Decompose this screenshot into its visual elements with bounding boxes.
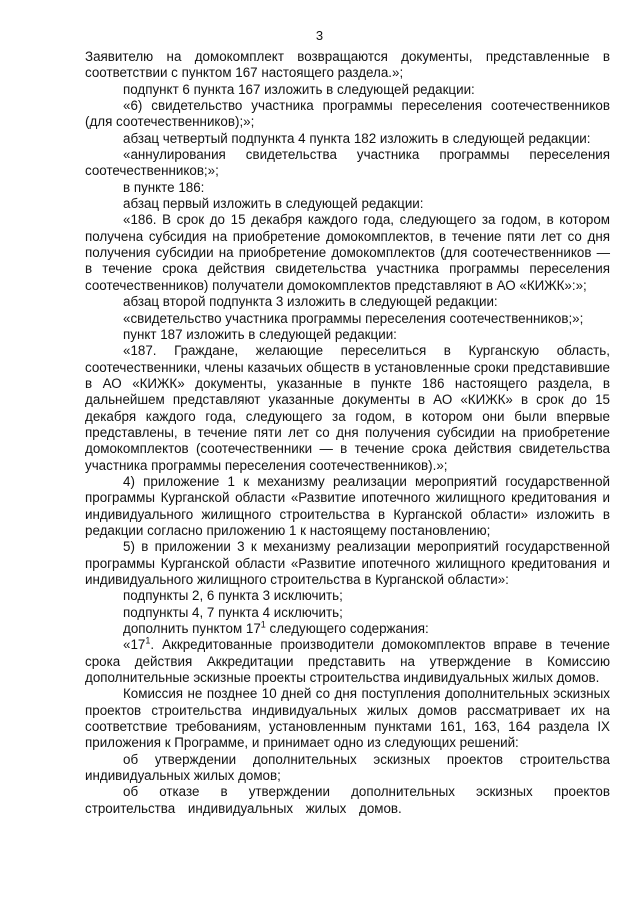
paragraph: пункт 187 изложить в следующей редакции: (123, 326, 397, 342)
paragraph-17-intro-text: дополнить пунктом 17 (123, 621, 261, 637)
paragraph-17-head: «17 (123, 637, 146, 653)
paragraph: «187. Граждане, желающие переселиться в Курганскую область, соотечественники, члены казачьих обществ в установленные сроки представившие в АО «КИЖК» документы, указанные в пункте 186 настоящего раздела, в дальнейшем представляют указанные документы в АО «КИЖК» в срок до 15 декабря каждого года, следующего за годом, в котором они были впервые представлены, в течение пяти лет со дня получения субсидии на приобретение домокомплектов (соотечественники — в течение срока действия свидетельства участника программы переселения соотечественников).»; (85, 343, 610, 473)
paragraph: 5) в приложении 3 к механизму реализации мероприятий государственной программы Курганской области «Развитие ипотечного жилищного кредитования и индивидуального жилищного строительства в Курганской области»: (85, 539, 610, 587)
superscript: 1 (260, 619, 266, 630)
paragraph-17-intro (85, 621, 610, 637)
superscript: 1 (145, 635, 151, 646)
paragraph: в пункте 186: (123, 179, 205, 195)
paragraph: подпункты 2, 6 пункта 3 исключить; (123, 588, 343, 604)
paragraph: подпункты 4, 7 пункта 4 исключить; (123, 604, 343, 620)
paragraph: Комиссия не позднее 10 дней со дня поступления дополнительных эскизных проектов строительства индивидуальных жилых домов рассматривает их на соответствие требованиям, установленным пунктами 161, 163, 164 раздела IX приложения к Программе, и принимает одно из следующих решений: (85, 686, 610, 751)
paragraph: об утверждении дополнительных эскизных проектов строительства индивидуальных жилых домов; (85, 751, 610, 784)
paragraph: «свидетельство участника программы переселения соотечественников;»; (123, 310, 584, 326)
paragraph: «6) свидетельство участника программы переселения соотечественников (для соотечественников);»; (85, 98, 610, 130)
paragraph: Заявителю на домокомплект возвращаются документы, представленные в соответствии с пунктом 167 настоящего раздела.»; (85, 49, 610, 81)
paragraph-17-body: . Аккредитованные производители домокомплектов вправе в течение срока действия Аккредитации представить на утверждение в Комиссию дополнительные эскизные проекты строительства индивидуальных жилых домов. (85, 637, 610, 686)
page-number: 3 (315, 28, 324, 43)
paragraph: подпункт 6 пункта 167 изложить в следующей редакции: (123, 81, 475, 97)
paragraph-17 (85, 637, 610, 686)
paragraph: «186. В срок до 15 декабря каждого года, следующего за годом, в котором получена субсидия на приобретение домокомплектов, в течение пяти лет со дня получения субсидии на приобретение домокомплектов (для соотечественников — в течение срока действия свидетельства участника программы переселения соотечественников) получатели домокомплектов представляют в АО «КИЖК»:»; (85, 212, 610, 293)
paragraph: об отказе в утверждении дополнительных эскизных проектов строительства индивидуальных жилых домов. (85, 784, 610, 816)
paragraph: абзац четвертый подпункта 4 пункта 182 изложить в следующей редакции: (123, 130, 591, 146)
document-body (85, 49, 610, 817)
paragraph: абзац первый изложить в следующей редакции: (123, 196, 424, 212)
paragraph-17-intro-tail: следующего содержания: (265, 621, 429, 637)
paragraph: 4) приложение 1 к механизму реализации мероприятий государственной программы Курганской области «Развитие ипотечного жилищного кредитования и индивидуального жилищного строительства в Курганской области» изложить в редакции согласно приложению 1 к настоящему постановлению; (85, 473, 610, 538)
paragraph: абзац второй подпункта 3 изложить в следующей редакции: (123, 294, 498, 310)
paragraph: «аннулирования свидетельства участника программы переселения соотечественников;»; (85, 147, 610, 179)
